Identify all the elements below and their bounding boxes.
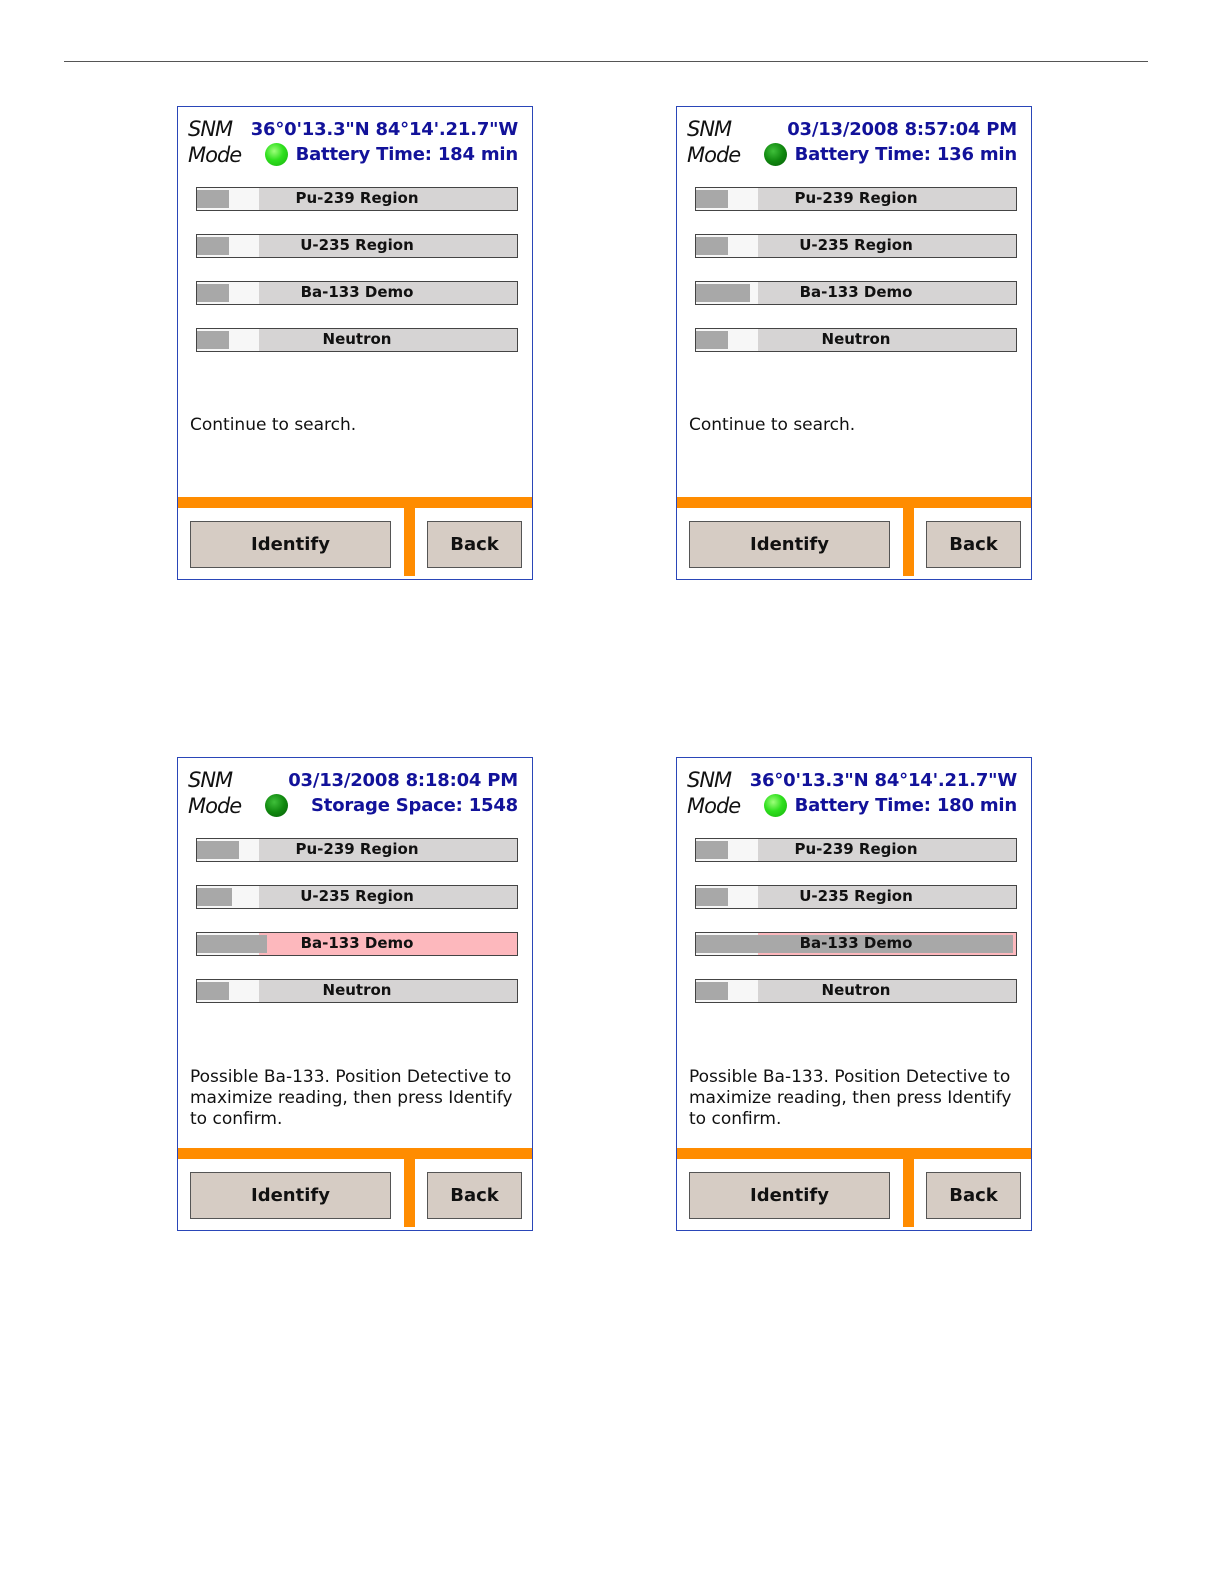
device-screen [676, 106, 1032, 580]
mode-label-mode: Mode [687, 794, 741, 818]
identify-button[interactable]: Identify [190, 1172, 391, 1219]
region-bar-label: U-235 Region [300, 236, 414, 254]
status-message: Possible Ba-133. Position Detective to maximize reading, then press Identify to confirm. [689, 1067, 1012, 1129]
region-bar[interactable] [196, 932, 518, 956]
status-indicator-icon [265, 143, 288, 166]
region-bar[interactable] [695, 838, 1017, 862]
device-screen [177, 106, 533, 580]
orange-divider-vertical [404, 1159, 415, 1227]
identify-button[interactable]: Identify [689, 521, 890, 568]
region-bar-label: Ba-133 Demo [300, 934, 414, 952]
mode-label-snm: SNM [188, 768, 233, 792]
region-bar-label: U-235 Region [300, 887, 414, 905]
status-message: Continue to search. [689, 415, 856, 435]
orange-divider-vertical [903, 1159, 914, 1227]
back-button[interactable]: Back [926, 521, 1021, 568]
header-line-2: Battery Time: 184 min [295, 144, 518, 165]
region-bar-label: U-235 Region [799, 236, 913, 254]
region-bar-label: Ba-133 Demo [799, 283, 913, 301]
orange-divider-horizontal [178, 1148, 533, 1159]
region-bar[interactable] [695, 328, 1017, 352]
status-indicator-icon [764, 794, 787, 817]
mode-label-snm: SNM [687, 117, 732, 141]
region-bar-label: Neutron [821, 981, 891, 999]
status-message: Continue to search. [190, 415, 357, 435]
region-bar[interactable] [695, 234, 1017, 258]
mode-label-snm: SNM [188, 117, 233, 141]
status-message: Possible Ba-133. Position Detective to maximize reading, then press Identify to confirm. [190, 1067, 513, 1129]
orange-divider-horizontal [677, 497, 1032, 508]
region-bar[interactable] [196, 328, 518, 352]
region-bar-label: Pu-239 Region [295, 189, 419, 207]
header-line-2: Battery Time: 136 min [794, 144, 1017, 165]
region-bar[interactable] [196, 187, 518, 211]
region-bar-label: Ba-133 Demo [300, 283, 414, 301]
back-button[interactable]: Back [926, 1172, 1021, 1219]
header-line-1: 36°0'13.3"N 84°14'.21.7"W [749, 770, 1017, 791]
back-button[interactable]: Back [427, 521, 522, 568]
mode-label-mode: Mode [687, 143, 741, 167]
status-indicator-icon [265, 794, 288, 817]
header-line-2: Battery Time: 180 min [794, 795, 1017, 816]
region-bar[interactable] [695, 187, 1017, 211]
mode-label-mode: Mode [188, 143, 242, 167]
region-bar[interactable] [695, 281, 1017, 305]
orange-divider-horizontal [677, 1148, 1032, 1159]
region-bar-label: Pu-239 Region [794, 840, 918, 858]
region-bar[interactable] [196, 234, 518, 258]
orange-divider-vertical [404, 508, 415, 576]
mode-label-mode: Mode [188, 794, 242, 818]
region-bar[interactable] [196, 979, 518, 1003]
device-screen [177, 757, 533, 1231]
header-line-1: 36°0'13.3"N 84°14'.21.7"W [250, 119, 518, 140]
region-bar[interactable] [196, 838, 518, 862]
region-bar-label: Ba-133 Demo [799, 934, 913, 952]
region-bar[interactable] [695, 932, 1017, 956]
header-line-2: Storage Space: 1548 [311, 795, 518, 816]
region-bar-label: Neutron [322, 330, 392, 348]
identify-button[interactable]: Identify [190, 521, 391, 568]
header-line-1: 03/13/2008 8:57:04 PM [787, 119, 1017, 140]
region-bar-label: Neutron [821, 330, 891, 348]
region-bar-label: U-235 Region [799, 887, 913, 905]
region-bar[interactable] [695, 979, 1017, 1003]
region-bar[interactable] [695, 885, 1017, 909]
region-bar[interactable] [196, 885, 518, 909]
status-indicator-icon [764, 143, 787, 166]
region-bar-label: Pu-239 Region [794, 189, 918, 207]
header-line-1: 03/13/2008 8:18:04 PM [288, 770, 518, 791]
region-bar-label: Pu-239 Region [295, 840, 419, 858]
region-bar-label: Neutron [322, 981, 392, 999]
region-bar[interactable] [196, 281, 518, 305]
device-screen [676, 757, 1032, 1231]
mode-label-snm: SNM [687, 768, 732, 792]
orange-divider-horizontal [178, 497, 533, 508]
orange-divider-vertical [903, 508, 914, 576]
back-button[interactable]: Back [427, 1172, 522, 1219]
page-header-rule [64, 61, 1148, 62]
identify-button[interactable]: Identify [689, 1172, 890, 1219]
